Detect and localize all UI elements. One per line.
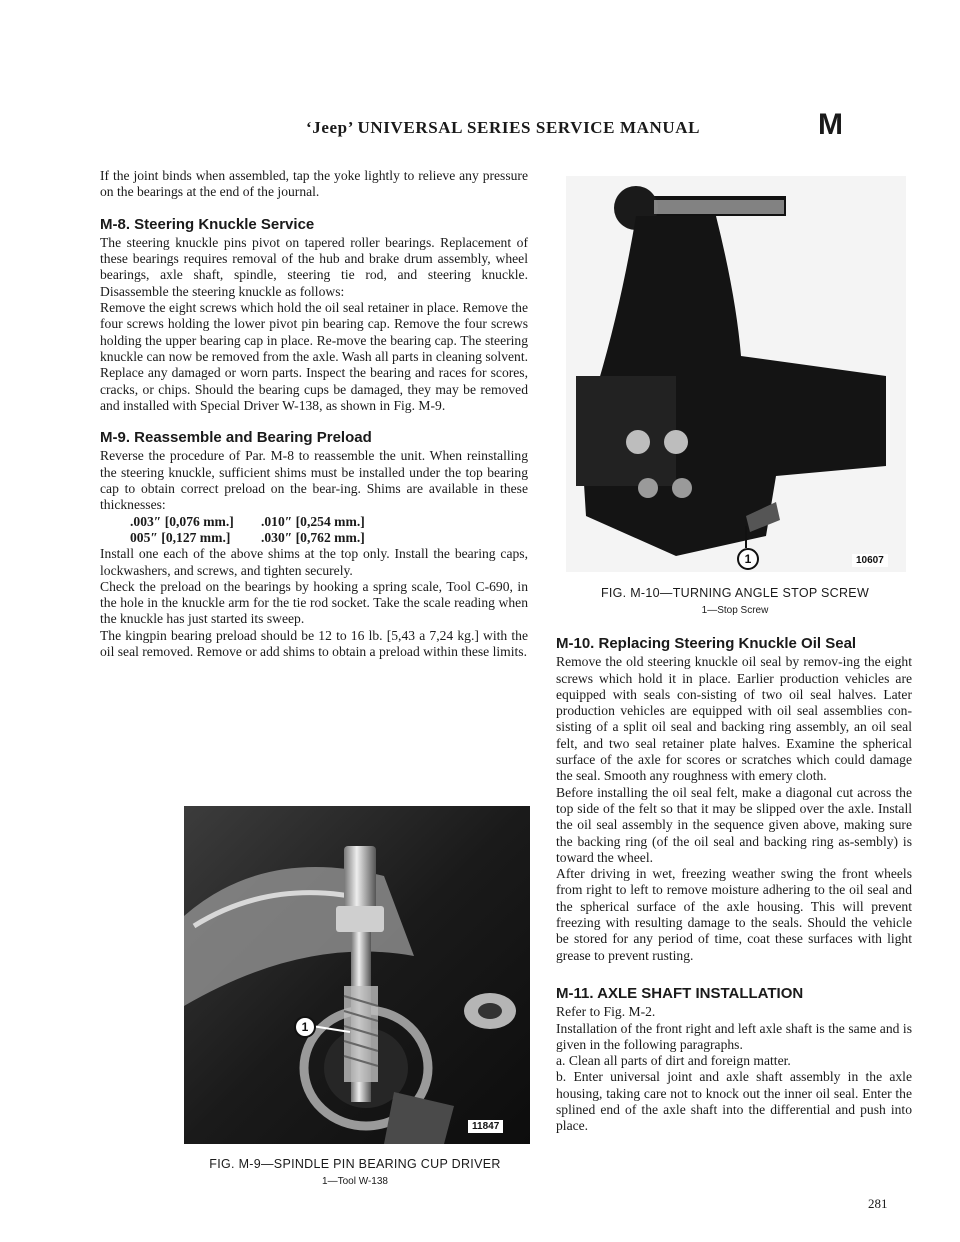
section-heading-m8: M-8. Steering Knuckle Service: [100, 215, 315, 233]
right-column: [556, 636, 912, 1135]
caption-legend: 1—Stop Screw: [701, 605, 769, 616]
knuckle-illustration: [566, 176, 906, 572]
section-heading-m10: M-10. Replacing Steering Knuckle Oil Seal: [556, 635, 857, 652]
page-header: [0, 108, 960, 148]
shim-thickness-row: 005″ [0,127 mm.] .030″ [0,762 mm.]: [130, 529, 365, 545]
figure-photo-number: 11847: [468, 1120, 503, 1133]
paragraph: Check the preload on the bearings by hooking a spring scale, Tool C-690, in the hole in the knuckle arm for the tie rod socket. Take the scale reading when the knuckle has just started its sweep.: [100, 578, 528, 627]
left-column: [100, 168, 528, 660]
paragraph: The kingpin bearing preload should be 12 to 16 lb. [5,43 a 7,24 kg.] with the oil seal removed. Remove or add shims to obtain a preload within these limits.: [100, 627, 528, 660]
paragraph: Remove the old steering knuckle oil seal by remov-ing the eight screws which hold it in place. Earlier production vehicles are equipped with seals con-sisting of two oil seal halves. Later production vehicles are equipped with oil seal assemblies con-sisting of a split oil seal and backing ring assembly, an oil seal felt, and two seal retainer plate halves. Examine the spherical surface of the axle for scores or scratches which could damage the seal. Smooth any roughness with emery cloth.: [556, 654, 912, 784]
section-heading-m11: M-11. AXLE SHAFT INSTALLATION: [556, 984, 804, 1002]
intro-paragraph: If the joint binds when assembled, tap the yoke lightly to relieve any pressure on the bearings at the end of the journal.: [100, 168, 528, 200]
callout-1: 1: [294, 1016, 316, 1038]
step-a: a. Clean all parts of dirt and foreign matter.: [556, 1053, 791, 1069]
paragraph: Reverse the procedure of Par. M-8 to reassemble the unit. When reinstalling the steering knuckle, sufficient shims must be installed under the top bearing cap to obtain correct preload on the bear-ing. Shims are available in these thicknesses:: [100, 448, 528, 513]
figure-m9-caption: [150, 1157, 560, 1187]
page-number: 281: [868, 1196, 888, 1211]
paragraph: Refer to Fig. M-2.: [556, 1004, 656, 1020]
section-letter: M: [818, 108, 843, 141]
shim-thickness-row: .003″ [0,076 mm.] .010″ [0,254 mm.]: [130, 513, 365, 529]
caption-title: FIG. M-10—TURNING ANGLE STOP SCREW: [600, 586, 870, 600]
figure-m10-photo: [566, 176, 906, 572]
figure-m10-caption: [560, 586, 910, 616]
paragraph: Before installing the oil seal felt, make a diagonal cut across the top side of the felt so that it may be slipped over the axle. Install the oil seal assembly in the sequence given above, making sure the backing ring (of the oil seal and backing ring as-sembly) is toward the wheel.: [556, 784, 912, 865]
figure-m9-photo: [184, 806, 530, 1144]
caption-title: FIG. M-9—SPINDLE PIN BEARING CUP DRIVER: [209, 1157, 501, 1171]
paragraph: The steering knuckle pins pivot on tapered roller bearings. Replacement of these bearings requires removal of the hub and brake drum assembly, wheel bearings, axle shaft, spindle, steering tie rod, and steering knuckle. Disassemble the steering knuckle as follows:: [100, 234, 528, 299]
paragraph: After driving in wet, freezing weather swing the front wheels from right to left to remove moisture adhering to the oil seal and the spherical surface of the axle housing. This will prevent freezing with resulting damage to the seals. Should the vehicle be stored for any period of time, coat these surfaces with light grease to prevent rusting.: [556, 866, 912, 963]
paragraph: Remove the eight screws which hold the oil seal retainer in place. Remove the four screws holding the lower pivot pin bearing cap. Remove the four screws holding the upper bearing cap in place. Re-move the bearing cap. The steering knuckle can now be removed from the axle. Wash all parts in cleaning solvent. Replace any damaged or worn parts. Inspect the bearing and races for scores, cracks, or chips. Should the bearing cups be damaged, they may be removed and installed with Special Driver W-138, as shown in Fig. M-9.: [100, 300, 528, 413]
callout-1: 1: [737, 548, 759, 570]
caption-legend: 1—Tool W-138: [322, 1176, 388, 1187]
figure-photo-number: 10607: [852, 554, 888, 567]
step-b: b. Enter universal joint and axle shaft assembly in the axle housing, taking care not to knock out the inner oil seal. Enter the splined end of the axle shaft into the differential and push into place.: [556, 1069, 912, 1134]
manual-title: ‘Jeep’ UNIVERSAL SERIES SERVICE MANUAL: [306, 118, 701, 137]
cup-driver-illustration: [184, 806, 530, 1144]
paragraph: Installation of the front right and left axle shaft is the same and is given in the following paragraphs.: [556, 1020, 912, 1052]
paragraph: Install one each of the above shims at the top only. Install the bearing caps, lockwashers, and screws, and tighten securely.: [100, 546, 528, 578]
section-heading-m9: M-9. Reassemble and Bearing Preload: [100, 429, 372, 447]
